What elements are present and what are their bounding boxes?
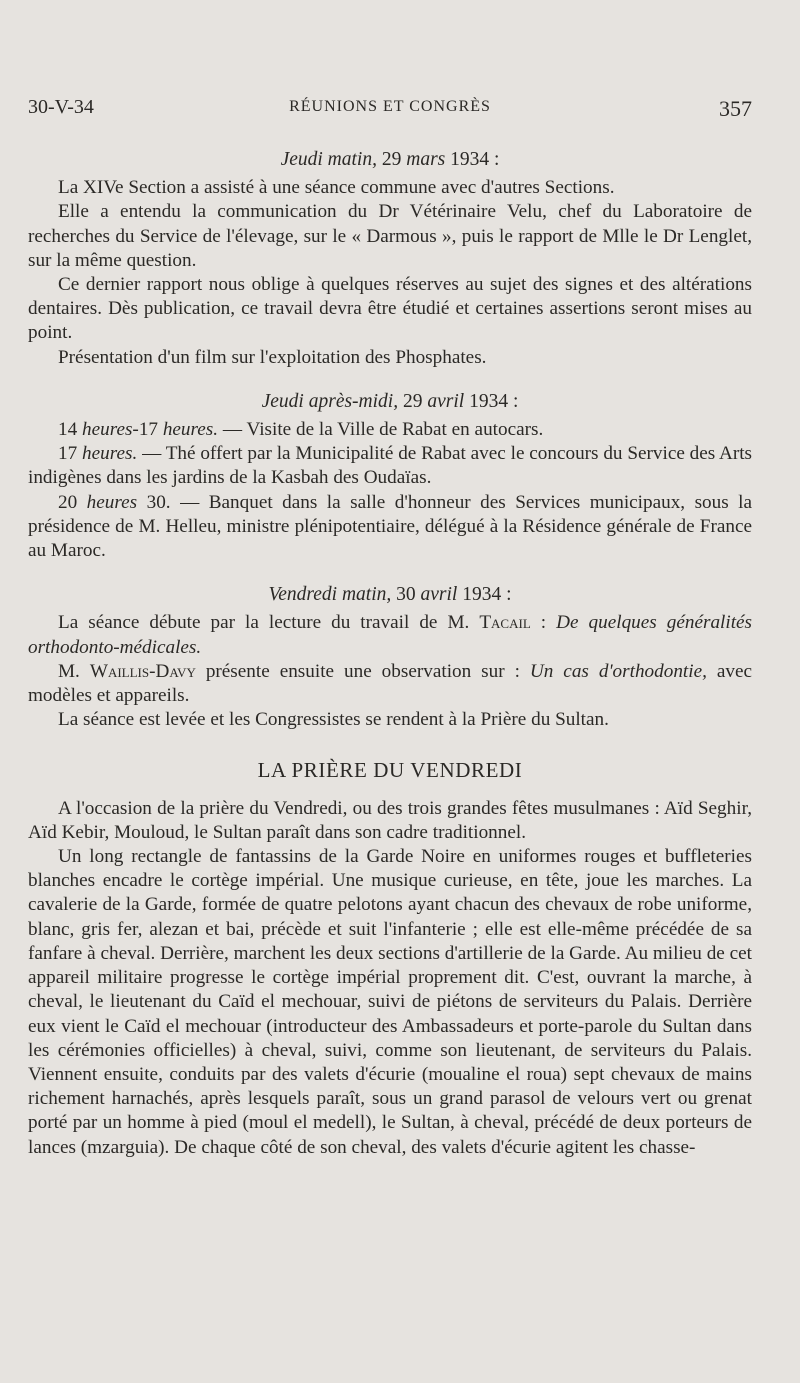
section-heading-vendredi-matin: Vendredi matin, 30 avril 1934 : [268,584,512,606]
paragraph: 17 heures. — Thé offert par la Municipalité de Rabat avec le concours du Service des Arts indigènes dans les jardins de la Kasbah des Oudaïas. [28,443,753,489]
paragraph: A l'occasion de la prière du Vendredi, ou des trois grandes fêtes musulmanes : Aïd Seghir, Aïd Kebir, Mouloud, le Sultan paraît dans son cadre traditionnel. [28,797,752,843]
section-heading-jeudi-apres-midi: Jeudi après-midi, 29 avril 1934 : [261,390,519,412]
header-date: 30-V-34 [28,96,94,118]
section-heading-jeudi-matin: Jeudi matin, 29 mars 1934 : [280,149,500,170]
paragraph: 14 heures-17 heures. — Visite de la Ville de Rabat en autocars. [58,419,544,441]
paragraph: 20 heures 30. — Banquet dans la salle d'honneur des Services municipaux, sous la présidence de M. Helleu, ministre plénipotentiaire, délégué à la Résidence générale de France au Maroc. [28,491,753,562]
page-body [28,140,752,1160]
page-number: 357 [719,96,752,121]
paragraph: M. Waillis-Davy présente ensuite une observation sur : Un cas d'orthodontie, avec modèles et appareils. [28,660,753,707]
paragraph: La XIVe Section a assisté à une séance commune avec d'autres Sections. [58,177,615,199]
paragraph: Elle a entendu la communication du Dr Vétérinaire Velu, chef du Laboratoire de recherches du Service de l'élevage, sur le « Darmous », puis le rapport de Mlle le Dr Lenglet, sur la même question. [28,201,752,271]
header-title: RÉUNIONS ET CONGRÈS [289,98,491,115]
paragraph: Ce dernier rapport nous oblige à quelques réserves au sujet des signes et des altérations dentaires. Dès publication, ce travail devra être étudié et certaines assertions seront mises au point. [28,274,752,344]
paragraph: La séance est levée et les Congressistes se rendent à la Prière du Sultan. [58,709,609,731]
running-header [28,92,752,124]
paragraph: Un long rectangle de fantassins de la Garde Noire en uniformes rouges et buffleteries blanches encadre le cortège impérial. Une musique curieuse, en tête, joue les marches. La cavalerie de la Garde, formée de quatre pelotons ayant chacun des chevaux de robe uniforme, blanc, gris fer, alezan et bai, précède et suit l'infanterie ; elle est elle-même précédée de sa fanfare à cheval. Derrière, marchent les deux sections d'artillerie de la Garde. Au milieu de cet appareil militaire progresse le cortège impérial proprement dit. C'est, ouvrant la marche, à cheval, le lieutenant du Caïd el mechouar, suivi de piétons de serviteurs du Palais. Derrière eux vient le Caïd el mechouar (introducteur des Ambassadeurs et porte-parole du Sultan dans les cérémonies officielles) à cheval, suivi, comme son lieutenant, de serviteurs du Palais. Viennent ensuite, conduits par des valets d'écurie (moualine el roua) sept chevaux de mains richement harnachés, après lesquels paraît, sous un grand parasol de velours vert ou grenat porté par un homme à pied (moul el medell), le Sultan, à cheval, précédé de deux porteurs de lances (mzarguia). De chaque côté de son cheval, des valets d'écurie agitent les chasse- [28,846,752,1158]
paragraph: La séance débute par la lecture du travail de M. Tacail : De quelques généralités orthodonto-médicales. [28,612,753,658]
paragraph: Présentation d'un film sur l'exploitation des Phosphates. [58,346,487,368]
section-title: LA PRIÈRE DU VENDREDI [257,758,523,783]
